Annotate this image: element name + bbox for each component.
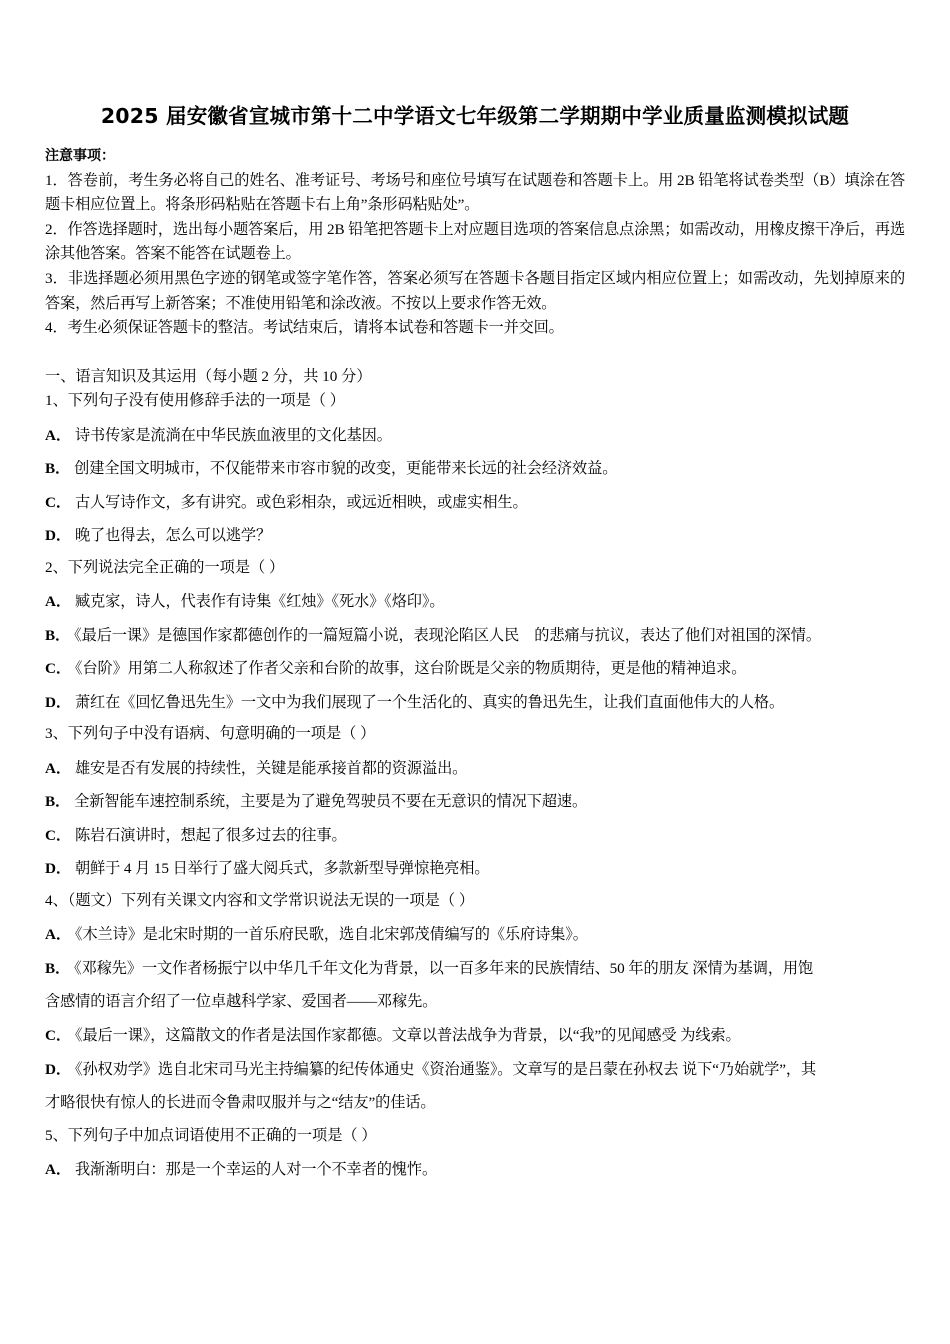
option-c[interactable] — [45, 491, 905, 515]
question-5 — [45, 1123, 905, 1182]
option-label: C． — [45, 493, 71, 511]
option-label: C． — [45, 1026, 71, 1044]
section-heading: 一、语言知识及其运用（每小题 2 分，共 10 分） — [45, 367, 372, 385]
option-text: 创建全国文明城市，不仅能带来市容市貌的改变，更能带来长远的社会经济效益。 — [74, 460, 618, 478]
option-d-continuation: 才略很快有惊人的长进而令鲁肃叹服并与之“结友”的佳话。 — [45, 1094, 436, 1112]
option-label: A． — [45, 1160, 71, 1178]
option-label: B． — [45, 460, 71, 478]
option-label: D． — [45, 527, 71, 545]
option-b-continuation: 含感情的语言介绍了一位卓越科学家、爱国者——邓稼先。 — [45, 993, 438, 1011]
option-label: A． — [45, 426, 71, 444]
option-text: 我渐渐明白：那是一个幸运的人对一个不幸者的愧怍。 — [74, 1160, 438, 1178]
option-label: D． — [45, 693, 71, 711]
question-stem-emphasis: 不正确 — [234, 1125, 282, 1144]
option-label: A． — [45, 593, 71, 611]
option-c[interactable] — [45, 824, 905, 848]
question-stem: 4、（题文）下列有关课文内容和文学常识说法无误的一项是（ ） — [45, 891, 475, 909]
option-text: 萧红在《回忆鲁迅先生》一文中为我们展现了一个生活化的、真实的鲁迅先生，让我们直面他伟大的人格。 — [74, 693, 785, 711]
question-1 — [45, 389, 905, 548]
question-4 — [45, 889, 905, 1115]
option-label: B． — [45, 793, 71, 811]
option-text: 《最后一课》是德国作家都德创作的一篇短篇小说，表现沦陷区人民 的悲痛与抗议，表达了他们对祖国的深情。 — [74, 626, 821, 644]
question-stem: 2、下列说法完全正确的一项是（ ） — [45, 558, 285, 576]
option-c[interactable] — [45, 1024, 905, 1048]
question-stem — [45, 1123, 905, 1148]
option-d[interactable] — [45, 691, 905, 715]
option-b[interactable] — [45, 957, 905, 981]
option-text: 《最后一课》，这篇散文的作者是法国作家都德。文章以普法战争为背景，以“我”的见闻感受 为线索。 — [74, 1026, 741, 1044]
option-a[interactable] — [45, 923, 905, 947]
option-d[interactable] — [45, 857, 905, 881]
option-text: 全新智能车速控制系统，主要是为了避免驾驶员不要在无意识的情况下超速。 — [74, 793, 588, 811]
notice-item-4: 4．考生必须保证答题卡的整洁。考试结束后，请将本试卷和答题卡一并交回。 — [45, 319, 564, 337]
option-text: 《台阶》用第二人称叙述了作者父亲和台阶的故事，这台阶既是父亲的物质期待，更是他的精神追求。 — [74, 660, 747, 678]
section-spacer — [45, 341, 905, 365]
option-label: C． — [45, 660, 71, 678]
option-text: 《孙权劝学》选自北宋司马光主持编纂的纪传体通史《资治通鉴》。文章写的是吕蒙在孙权去 说下“乃始就学”，其 — [74, 1060, 817, 1078]
section-language-knowledge — [45, 365, 905, 1182]
question-stem-after: 的一项是（ ） — [281, 1126, 377, 1144]
option-text: 朝鲜于 4 月 15 日举行了盛大阅兵式，多款新型导弹惊艳亮相。 — [74, 860, 490, 878]
option-text: 陈岩石演讲时，想起了很多过去的往事。 — [74, 826, 347, 844]
option-d[interactable] — [45, 1058, 905, 1082]
page-title: 2025 届安徽省宣城市第十二中学语文七年级第二学期期中学业质量监测模拟试题 — [100, 104, 850, 128]
option-c[interactable] — [45, 657, 905, 681]
option-label: B． — [45, 626, 71, 644]
option-label: D． — [45, 1060, 71, 1078]
notice-heading: 注意事项： — [45, 147, 115, 164]
notice-item-1: 1．答卷前，考生务必将自己的姓名、准考证号、考场号和座位号填写在试题卷和答题卡上。用 2B 铅笔将试卷类型（B）填涂在答题卡相应位置上。将条形码粘贴在答题卡右上角”条形码粘贴处”。 — [45, 171, 905, 214]
option-text: 晚了也得去，怎么可以逃学？ — [74, 527, 272, 545]
question-2 — [45, 556, 905, 715]
option-label: B． — [45, 959, 71, 977]
notice-item-2: 2．作答选择题时，选出每小题答案后，用 2B 铅笔把答题卡上对应题目选项的答案信息点涂黑；如需改动，用橡皮擦干净后，再选涂其他答案。答案不能答在试题卷上。 — [45, 220, 905, 263]
option-text: 诗书传家是流淌在中华民族血液里的文化基因。 — [74, 426, 392, 444]
option-b[interactable] — [45, 457, 905, 481]
option-label: A． — [45, 759, 71, 777]
option-text: 《邓稼先》一文作者杨振宁以中华几千年文化为背景，以一百多年来的民族情结、50 年的朋友 深情为基调，用饱 — [74, 959, 814, 977]
option-label: D． — [45, 860, 71, 878]
option-a[interactable] — [45, 590, 905, 614]
option-text: 雄安是否有发展的持续性，关键是能承接首都的资源溢出。 — [74, 759, 468, 777]
option-text: 古人写诗作文，多有讲究。或色彩相杂，或远近相映，或虚实相生。 — [74, 493, 528, 511]
option-b[interactable] — [45, 624, 905, 648]
option-text: 《木兰诗》是北宋时期的一首乐府民歌，选自北宋郭茂倩编写的《乐府诗集》。 — [74, 926, 588, 944]
notice-block — [45, 146, 905, 341]
option-label: A． — [45, 926, 71, 944]
option-a[interactable] — [45, 1158, 905, 1182]
question-stem: 3、下列句子中没有语病、句意明确的一项是（ ） — [45, 725, 376, 743]
notice-item-3: 3．非选择题必须用黑色字迹的钢笔或签字笔作答，答案必须写在答题卡各题目指定区域内相应位置上；如需改动，先划掉原来的答案，然后再写上新答案；不准使用铅笔和涂改液。不按以上要求作答无效。 — [45, 270, 905, 312]
option-text: 臧克家，诗人，代表作有诗集《红烛》《死水》《烙印》。 — [74, 593, 445, 611]
option-a[interactable] — [45, 757, 905, 781]
question-stem-before: 5、下列句子中加点词语使用 — [45, 1126, 235, 1144]
option-label: C． — [45, 826, 71, 844]
option-a[interactable] — [45, 424, 905, 448]
option-d[interactable] — [45, 524, 905, 548]
question-stem: 1、下列句子没有使用修辞手法的一项是（ ） — [45, 392, 345, 410]
question-3 — [45, 722, 905, 881]
option-b[interactable] — [45, 790, 905, 814]
